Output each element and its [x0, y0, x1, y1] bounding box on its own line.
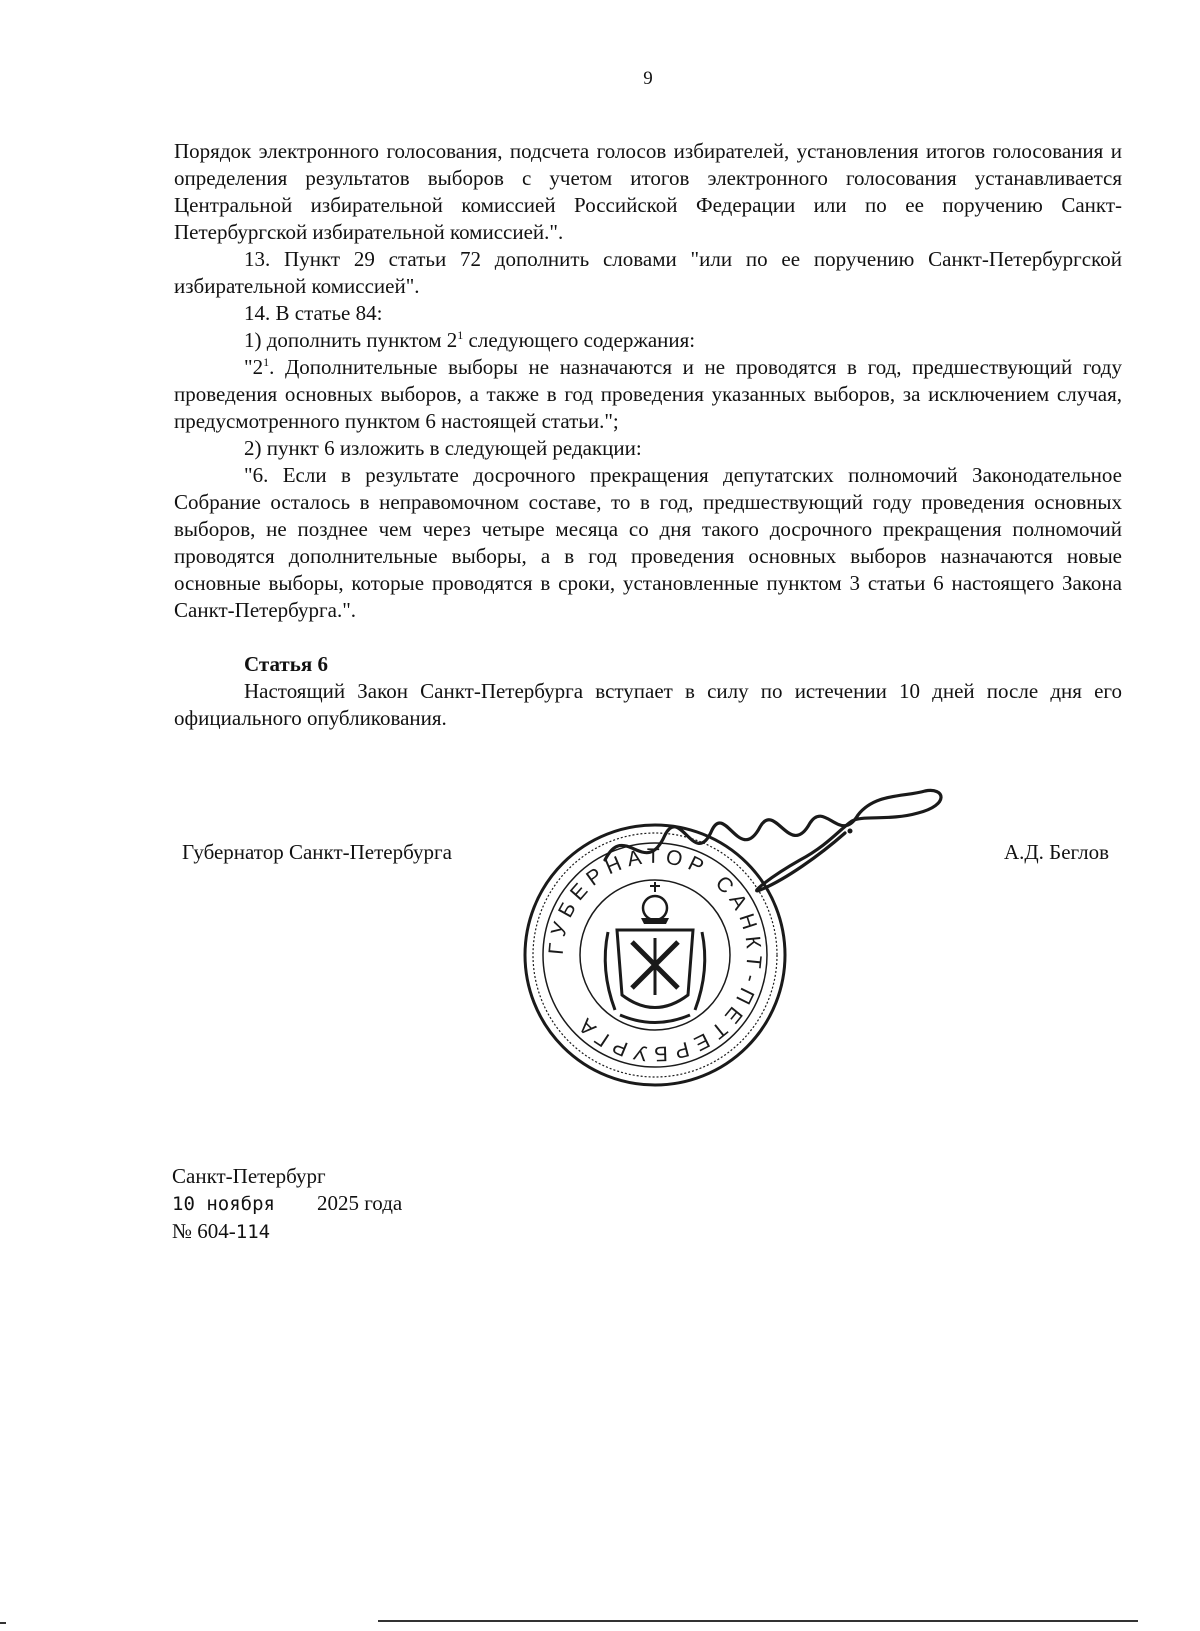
document-date: [172, 1190, 402, 1218]
quote-text: . Дополнительные выборы не назначаются и не проводятся в год, предшествующий году проведения основных выборов, а также в год проведения указанных выборов, за исключением случая, предусмотренного пунктом 6 настоящей статьи.";: [174, 355, 1122, 433]
paragraph-subitem-1: [174, 327, 1122, 354]
handwritten-signature: [600, 785, 960, 905]
paragraph-quote-6: "6. Если в результате досрочного прекращения депутатских полномочий Законодательное Собрание осталось в неправомочном составе, то в год, предшествующий году проведения основных выборов, не позднее чем через четыре месяца со дня такого досрочного прекращения полномочий проводятся дополнительные выборы, а в год проведения основных выборов назначаются новые основные выборы, которые проводятся в сроки, установленные пунктом 3 статьи 6 настоящего Закона Санкт-Петербурга.".: [174, 463, 1122, 622]
left-edge-mark: [0, 1622, 6, 1624]
article-6-title: Статья 6: [244, 652, 328, 676]
document-body: [174, 138, 1122, 732]
place-city: Санкт-Петербург: [172, 1164, 326, 1188]
superscript: 1: [457, 328, 464, 342]
page-number: 9: [643, 68, 653, 89]
date-day-month: 10 ноября: [172, 1193, 275, 1215]
number-value: 114: [235, 1221, 271, 1243]
paragraph-quote-2-1: [174, 354, 1122, 435]
quote-open: "2: [244, 355, 264, 379]
seal-ring-text: ГУБЕРНАТОР САНКТ-ПЕТЕРБУРГА: [544, 844, 766, 1066]
date-year: 2025 года: [316, 1191, 403, 1215]
paragraph-continuation: Порядок электронного голосования, подсчета голосов избирателей, установления итогов голосования и определения результатов выборов с учетом итогов электронного голосования устанавливается Центральной избирательной комиссией Российской Федерации или по ее поручению Санкт-Петербургской избирательной комиссией.".: [174, 139, 1122, 244]
number-prefix: № 604-: [172, 1219, 236, 1243]
bottom-scan-line: [378, 1620, 1138, 1622]
subitem-1-text: 1) дополнить пунктом 2: [244, 328, 458, 352]
superscript: 1: [263, 355, 270, 369]
subitem-1-text-end: следующего содержания:: [463, 328, 696, 352]
document-number: [172, 1218, 402, 1246]
signatory-title: Губернатор Санкт-Петербурга: [182, 840, 452, 864]
signatory-name: А.Д. Беглов: [1003, 840, 1109, 864]
paragraph-item-13: 13. Пункт 29 статьи 72 дополнить словами "или по ее поручению Санкт-Петербургской избирательной комиссией".: [174, 247, 1122, 298]
place-and-date: [172, 1163, 402, 1246]
paragraph-item-14: 14. В статье 84:: [244, 301, 383, 325]
article-6-text: Настоящий Закон Санкт-Петербурга вступает в силу по истечении 10 дней после дня его официального опубликования.: [174, 679, 1122, 730]
paragraph-subitem-2: 2) пункт 6 изложить в следующей редакции:: [244, 436, 642, 460]
